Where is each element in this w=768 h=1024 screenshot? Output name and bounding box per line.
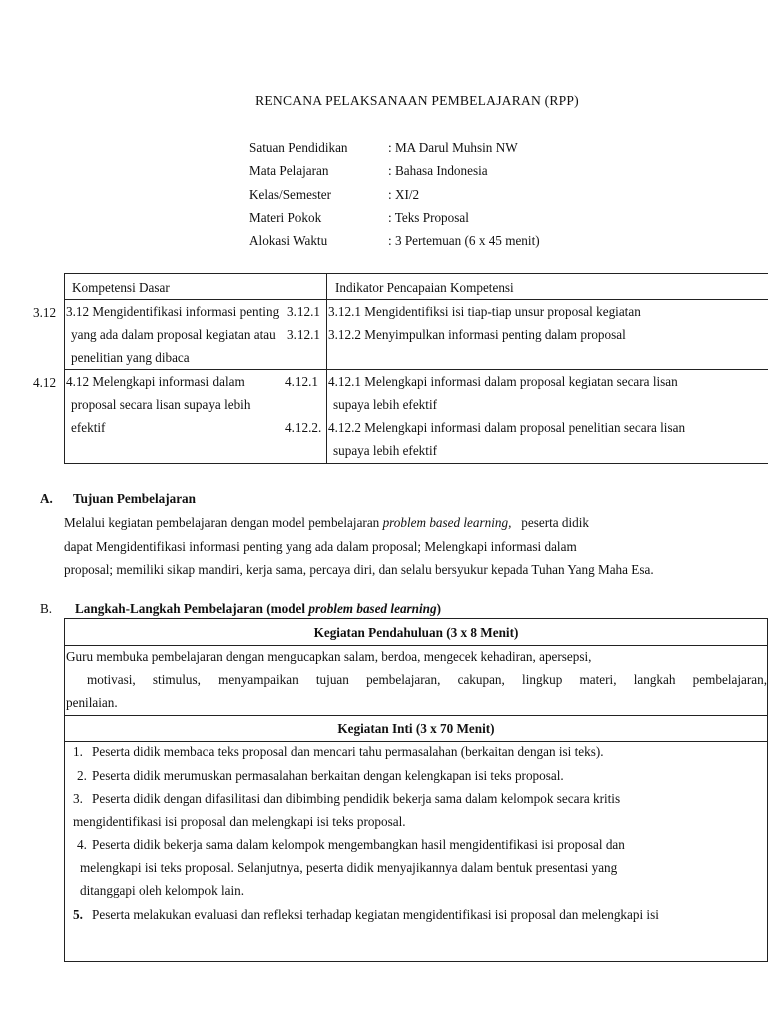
core-header: Kegiatan Inti (3 x 70 Menit) [337, 720, 495, 736]
table-header-cell [65, 274, 327, 300]
step-line: Peserta didik bekerja sama dalam kelompok mengembangkan hasil mengidentifikasi isi proposal dan [92, 837, 625, 852]
kd-header: Kompetensi Dasar [72, 280, 170, 295]
intro-body-cell [65, 646, 768, 716]
identity-value: : XI/2 [388, 187, 420, 202]
indicator-text-line: 3.12.1 Mengidentifiksi isi tiap-tiap unsur proposal kegiatan [328, 304, 641, 319]
step-line: Peserta didik membaca teks proposal dan mencari tahu permasalahan (berkaitan dengan isi teks). [92, 744, 604, 759]
table-row [65, 300, 768, 370]
indicator-text-line: 4.12.2 Melengkapi informasi dalam proposal penelitian secara lisan [328, 420, 686, 435]
identity-label: Kelas/Semester [249, 187, 332, 202]
kd-cell [65, 370, 327, 464]
step-number: 2. [77, 768, 87, 783]
steps-table [64, 618, 768, 962]
identity-label: Alokasi Waktu [249, 233, 328, 248]
indicator-number: 4.12.2. [285, 420, 322, 435]
kd-cell [65, 300, 327, 370]
step-line: melengkapi isi teks proposal. Selanjutnya, peserta didik menyajikannya dalam bentuk presentasi yang [80, 860, 618, 875]
indicator-text-line: 3.12.2 Menyimpulkan informasi penting dalam proposal [328, 327, 626, 342]
section-a-italic: problem based learning, [382, 515, 512, 530]
indicator-number: 4.12.1 [285, 374, 318, 389]
identity-label: Mata Pelajaran [249, 163, 329, 178]
step-number: 1. [73, 744, 83, 759]
step-line: ditanggapi oleh kelompok lain. [80, 883, 245, 898]
core-header-cell [65, 716, 768, 742]
intro-line: penilaian. [66, 695, 118, 710]
table-row [65, 370, 768, 464]
section-b-marker: B. [40, 601, 53, 616]
kd-text-line: penelitian yang dibaca [71, 350, 190, 365]
competency-table [64, 273, 768, 464]
section-a-line [64, 515, 589, 531]
section-b-heading-text: ) [436, 601, 441, 616]
section-a-line: dapat Mengidentifikasi informasi penting yang ada dalam proposal; Melengkapi informasi dalam [64, 539, 577, 554]
step-line: Peserta didik merumuskan permasalahan berkaitan dengan kelengkapan isi teks proposal. [92, 768, 564, 783]
kd-number: 4.12 [33, 375, 57, 390]
indicator-text-line: supaya lebih efektif [333, 443, 437, 458]
indicator-number: 3.12.1 [287, 304, 320, 319]
table-header-cell [327, 274, 768, 300]
kd-text-line: 3.12 Mengidentifikasi informasi penting [66, 304, 280, 319]
section-b-heading [75, 601, 441, 617]
indicator-number: 3.12.1 [287, 327, 320, 342]
indicator-header: Indikator Pencapaian Kompetensi [335, 280, 514, 295]
kd-text-line: 4.12 Melengkapi informasi dalam [66, 374, 245, 389]
indicator-text-line: supaya lebih efektif [333, 397, 437, 412]
section-a-text: peserta didik [521, 515, 590, 530]
section-a-heading: Tujuan Pembelajaran [73, 491, 196, 506]
indicator-text-line: 4.12.1 Melengkapi informasi dalam proposal kegiatan secara lisan [328, 374, 678, 389]
intro-line: motivasi, stimulus, menyampaikan tujuan pembelajaran, cakupan, lingkup materi, langkah pembelajaran, [87, 672, 767, 687]
section-b-heading-italic: problem based learning [308, 601, 437, 616]
indicator-cell [327, 300, 768, 370]
identity-label: Materi Pokok [249, 210, 322, 225]
identity-value: : 3 Pertemuan (6 x 45 menit) [388, 233, 540, 248]
section-a-line: proposal; memiliki sikap mandiri, kerja sama, percaya diri, dan selalu bersyukur kepada Tuhan Yang Maha Esa. [64, 562, 654, 577]
step-line: Peserta didik dengan difasilitasi dan dibimbing pendidik bekerja sama dalam kelompok secara kritis [92, 791, 621, 806]
document-title: RENCANA PELAKSANAAN PEMBELAJARAN (RPP) [255, 93, 579, 108]
step-line: Peserta melakukan evaluasi dan refleksi terhadap kegiatan mengidentifikasi isi proposal dan melengkapi isi [92, 907, 659, 922]
section-a-marker: A. [40, 491, 53, 506]
intro-header: Kegiatan Pendahuluan (3 x 8 Menit) [313, 625, 519, 640]
step-number: 5. [73, 907, 83, 922]
kd-text-line: proposal secara lisan supaya lebih [71, 397, 251, 412]
step-number: 3. [73, 791, 83, 806]
section-a-text: Melalui kegiatan pembelajaran dengan model pembelajaran [64, 515, 383, 530]
identity-value: : MA Darul Muhsin NW [388, 140, 518, 155]
kd-number: 3.12 [33, 305, 57, 320]
step-line: mengidentifikasi isi proposal dan melengkapi isi teks proposal. [73, 814, 406, 829]
kd-text-line: efektif [71, 420, 106, 435]
section-b-heading-text: Langkah-Langkah Pembelajaran (model [75, 601, 309, 616]
identity-label: Satuan Pendidikan [249, 140, 348, 155]
step-number: 4. [77, 837, 87, 852]
intro-line: Guru membuka pembelajaran dengan mengucapkan salam, berdoa, mengecek kehadiran, apersepsi, [66, 649, 592, 664]
indicator-cell [327, 370, 768, 464]
identity-value: : Bahasa Indonesia [388, 163, 488, 178]
core-body-cell [65, 742, 768, 962]
kd-text-line: yang ada dalam proposal kegiatan atau [71, 327, 276, 342]
identity-value: : Teks Proposal [388, 210, 469, 225]
intro-header-cell [65, 619, 768, 646]
